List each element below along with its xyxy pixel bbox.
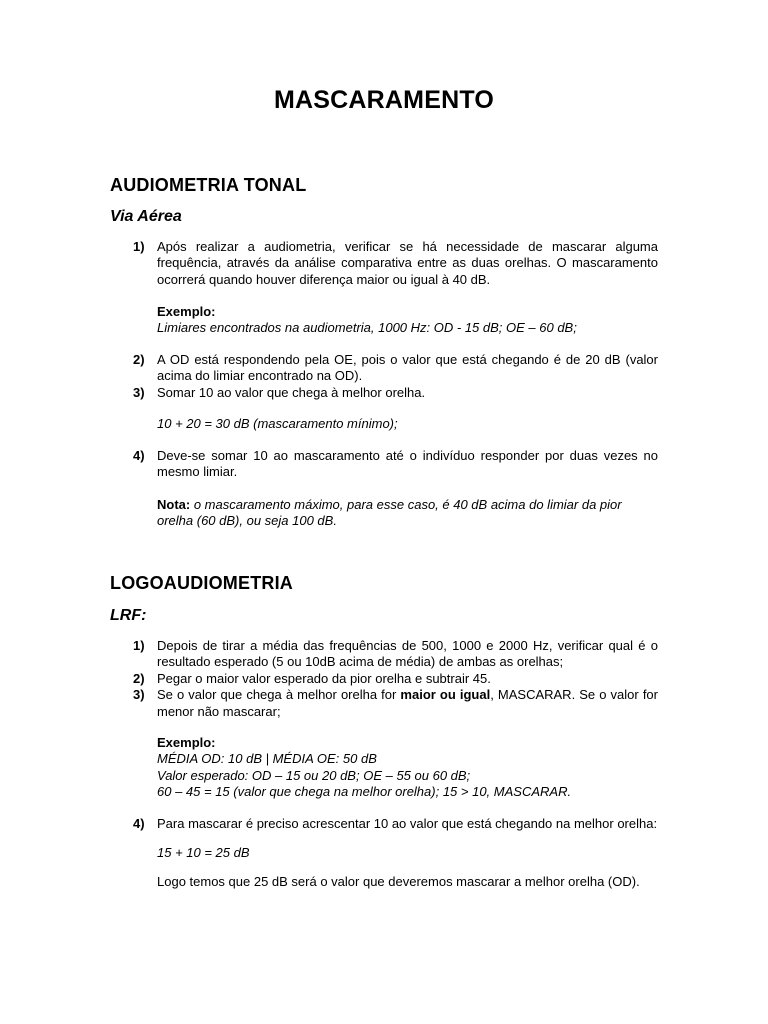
list-item (133, 816, 658, 832)
item-text (157, 687, 658, 720)
example-label: Exemplo: (157, 304, 216, 319)
item-number: 3) (133, 687, 145, 703)
item-text: Para mascarar é preciso acrescentar 10 ao valor que está chegando na melhor orelha: (157, 816, 658, 831)
subheading-lrf: LRF: (110, 607, 147, 624)
item-number: 1) (133, 239, 145, 254)
item-text: Deve-se somar 10 ao mascaramento até o indivíduo responder por duas vezes no mesmo limiar. (157, 448, 658, 480)
item-text: Depois de tirar a média das frequências de 500, 1000 e 2000 Hz, verificar qual é o resultado esperado (5 ou 10dB acima de média) de ambas as orelhas; (157, 638, 658, 670)
calculation-line: 10 + 20 = 30 dB (mascaramento mínimo); (157, 416, 398, 431)
calculation (133, 416, 658, 432)
item-text: Pegar o maior valor esperado da pior orelha e subtrair 45. (157, 670, 491, 686)
example-line: MÉDIA OD: 10 dB | MÉDIA OE: 50 dB (157, 751, 377, 767)
note-text: o mascaramento máximo, para esse caso, é 40 dB acima do limiar da pior orelha (60 dB), ou seja 100 dB. (157, 497, 622, 529)
item-text-part: , MASCARAR. Se o valor for menor não mascarar; (157, 687, 658, 719)
list-item (133, 638, 658, 720)
section-heading-audiometria-tonal: AUDIOMETRIA TONAL (110, 175, 307, 195)
example-line: 60 – 45 = 15 (valor que chega na melhor orelha); 15 > 10, MASCARAR. (157, 784, 572, 800)
item-number: 1) (133, 638, 145, 653)
conclusion (133, 874, 658, 890)
note-block (133, 497, 658, 530)
example-block (133, 735, 658, 801)
example-block (133, 304, 658, 337)
item-text: Somar 10 ao valor que chega à melhor orelha. (157, 384, 426, 400)
calculation-line: 15 + 10 = 25 dB (157, 845, 250, 860)
page-title: MASCARAMENTO (274, 86, 494, 114)
example-line: Limiares encontrados na audiometria, 1000 Hz: OD - 15 dB; OE – 60 dB; (157, 320, 577, 336)
item-number: 2) (133, 670, 145, 686)
list-item (133, 352, 658, 401)
list-item (133, 239, 658, 288)
item-number: 4) (133, 448, 145, 463)
item-text-emphasis: maior ou igual (400, 687, 491, 703)
item-number: 2) (133, 352, 145, 367)
example-label: Exemplo: (157, 735, 216, 750)
list-item (133, 448, 658, 481)
item-text: Após realizar a audiometria, verificar se há necessidade de mascarar alguma frequência, através da análise comparativa entre as duas orelhas. O mascaramento ocorrerá quando houver diferença maior ou igual à 40 dB. (157, 239, 658, 287)
example-line: Valor esperado: OD – 15 ou 20 dB; OE – 55 ou 60 dB; (157, 767, 471, 783)
item-number: 4) (133, 816, 145, 831)
calculation (133, 845, 658, 861)
section-heading-logoaudiometria: LOGOAUDIOMETRIA (110, 573, 293, 593)
item-number: 3) (133, 384, 145, 400)
item-text-part: Se o valor que chega à melhor orelha for (157, 687, 401, 703)
conclusion-text: Logo temos que 25 dB será o valor que deveremos mascarar a melhor orelha (OD). (157, 874, 640, 889)
note-label: Nota: (157, 497, 191, 512)
subheading-via-aerea: Via Aérea (110, 208, 182, 225)
item-text: A OD está respondendo pela OE, pois o valor que está chegando é de 20 dB (valor acima do limiar encontrado na OD). (157, 352, 658, 384)
